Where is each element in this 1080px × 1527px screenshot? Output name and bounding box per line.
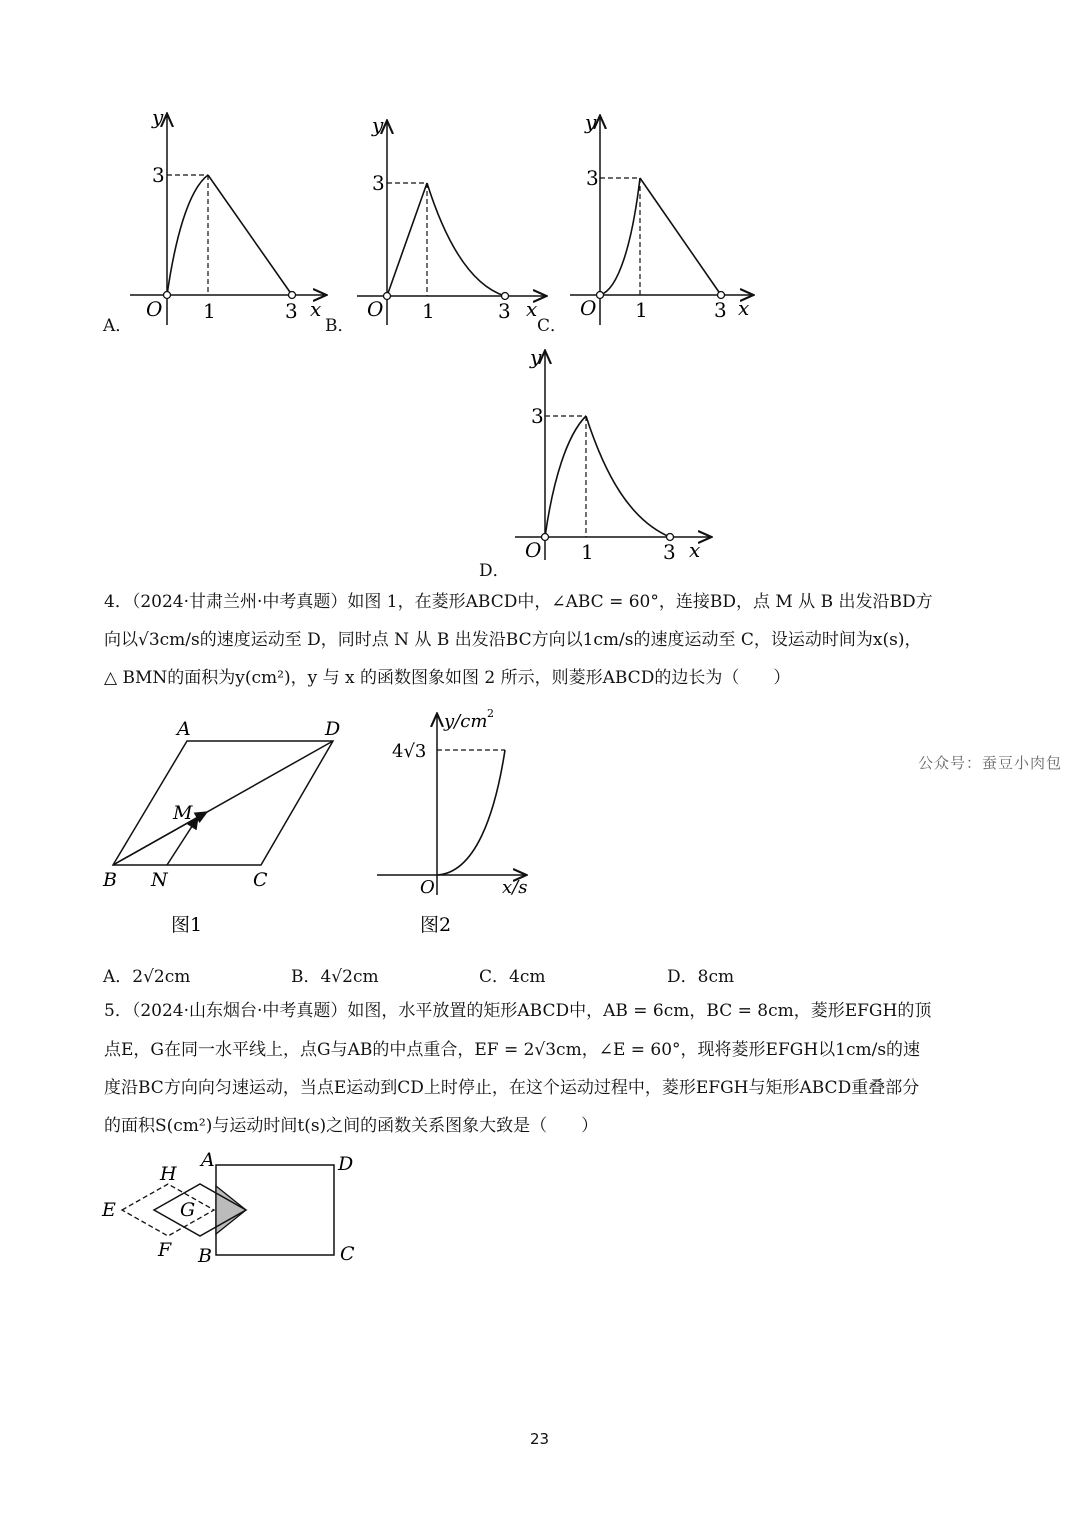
x-axis-label: x	[526, 297, 538, 321]
q4-answer-a[interactable]: A．2√2cm	[103, 967, 191, 987]
y-axis-unit-superscript: 2	[487, 707, 494, 720]
q5-text-line-1: 5．（2024·山东烟台·中考真题）如图，水平放置的矩形ABCD中，AB = 6cm，BC = 8cm，菱形EFGH的顶	[104, 1001, 932, 1021]
origin-label: O	[525, 538, 542, 562]
point-label-g: G	[180, 1199, 196, 1221]
option-c-label[interactable]: C．	[537, 316, 568, 336]
q4-figure-2-graph	[370, 705, 540, 945]
y-axis-label: y	[372, 113, 384, 137]
y-axis-label: y	[152, 105, 164, 129]
y-tick-label: 3	[531, 404, 544, 428]
q4-answer-b[interactable]: B．4√2cm	[291, 967, 379, 987]
x-tick-label: 1	[203, 299, 216, 323]
option-b-label[interactable]: B．	[325, 316, 355, 336]
origin-label: O	[420, 877, 435, 898]
point-label-h: H	[160, 1163, 177, 1185]
x-tick-label: 1	[422, 299, 435, 323]
point-label-e: E	[102, 1199, 116, 1221]
vertex-label-a: A	[177, 718, 191, 740]
q4-figure-1-rhombus	[95, 705, 355, 945]
y-axis-label: y	[585, 110, 597, 134]
x-tick-label: 1	[581, 540, 594, 564]
vertex-label-c: C	[340, 1243, 355, 1265]
x-tick-label: 1	[635, 298, 648, 322]
point-label-n: N	[151, 869, 168, 891]
q5-text-line-2: 点E，G在同一水平线上，点G与AB的中点重合，EF = 2√3cm，∠E = 60°，现将菱形EFGH以1cm/s的速	[104, 1040, 921, 1060]
figure-1-caption: 图1	[171, 914, 203, 936]
graph-option-c	[560, 105, 760, 335]
point-label-m: M	[173, 802, 193, 824]
q5-text-line-4: 的面积S(cm²)与运动时间t(s)之间的函数关系图象大致是（ ）	[104, 1116, 599, 1136]
vertex-label-d: D	[325, 718, 341, 740]
q4-text-line-3: △ BMN的面积为y(cm²)，y 与 x 的函数图象如图 2 所示，则菱形ABCD的边长为（ ）	[104, 668, 791, 688]
x-tick-label: 3	[285, 299, 298, 323]
vertex-label-c: C	[253, 869, 268, 891]
vertex-label-a: A	[201, 1149, 215, 1171]
q4-answer-d[interactable]: D．8cm	[667, 967, 735, 987]
q5-text-line-3: 度沿BC方向向匀速运动，当点E运动到CD上时停止，在这个运动过程中，菱形EFGH与矩形ABCD重叠部分	[104, 1078, 920, 1098]
graph-option-b	[345, 110, 555, 335]
vertex-label-d: D	[338, 1153, 354, 1175]
origin-label: O	[580, 296, 597, 320]
graph-option-d	[505, 340, 720, 570]
point-label-f: F	[158, 1239, 172, 1261]
y-tick-label: 3	[586, 166, 599, 190]
y-tick-label: 3	[372, 171, 385, 195]
x-tick-label: 3	[498, 299, 511, 323]
y-tick-label: 3	[152, 163, 165, 187]
q5-figure-rectangle-rhombus	[98, 1148, 368, 1273]
origin-label: O	[146, 297, 163, 321]
figure-2-caption: 图2	[420, 914, 452, 936]
vertex-label-b: B	[198, 1245, 212, 1267]
x-axis-label: x	[689, 538, 701, 562]
x-axis-label: x/s	[502, 877, 528, 898]
graph-option-a	[100, 100, 330, 335]
q4-text-line-2: 向以√3cm/s的速度运动至 D，同时点 N 从 B 出发沿BC方向以1cm/s的速度运动至 C，设运动时间为x(s)，	[104, 630, 922, 650]
vertex-label-b: B	[103, 869, 117, 891]
option-d-label[interactable]: D．	[479, 561, 510, 581]
q4-answer-c[interactable]: C．4cm	[479, 967, 546, 987]
x-axis-label: x	[738, 296, 750, 320]
y-value-label: 4√3	[392, 741, 427, 762]
x-tick-label: 3	[663, 540, 676, 564]
x-axis-label: x	[310, 297, 322, 321]
page-number: 23	[530, 1430, 550, 1448]
origin-label: O	[367, 297, 384, 321]
y-axis-label: y	[530, 345, 542, 369]
q4-text-line-1: 4．（2024·甘肃兰州·中考真题）如图 1，在菱形ABCD中，∠ABC = 60°，连接BD，点 M 从 B 出发沿BD方	[104, 592, 933, 612]
y-axis-label: y/cm	[444, 711, 488, 732]
option-a-label[interactable]: A．	[103, 316, 133, 336]
x-tick-label: 3	[714, 298, 727, 322]
watermark: 公众号：蚕豆小肉包	[918, 754, 1063, 772]
